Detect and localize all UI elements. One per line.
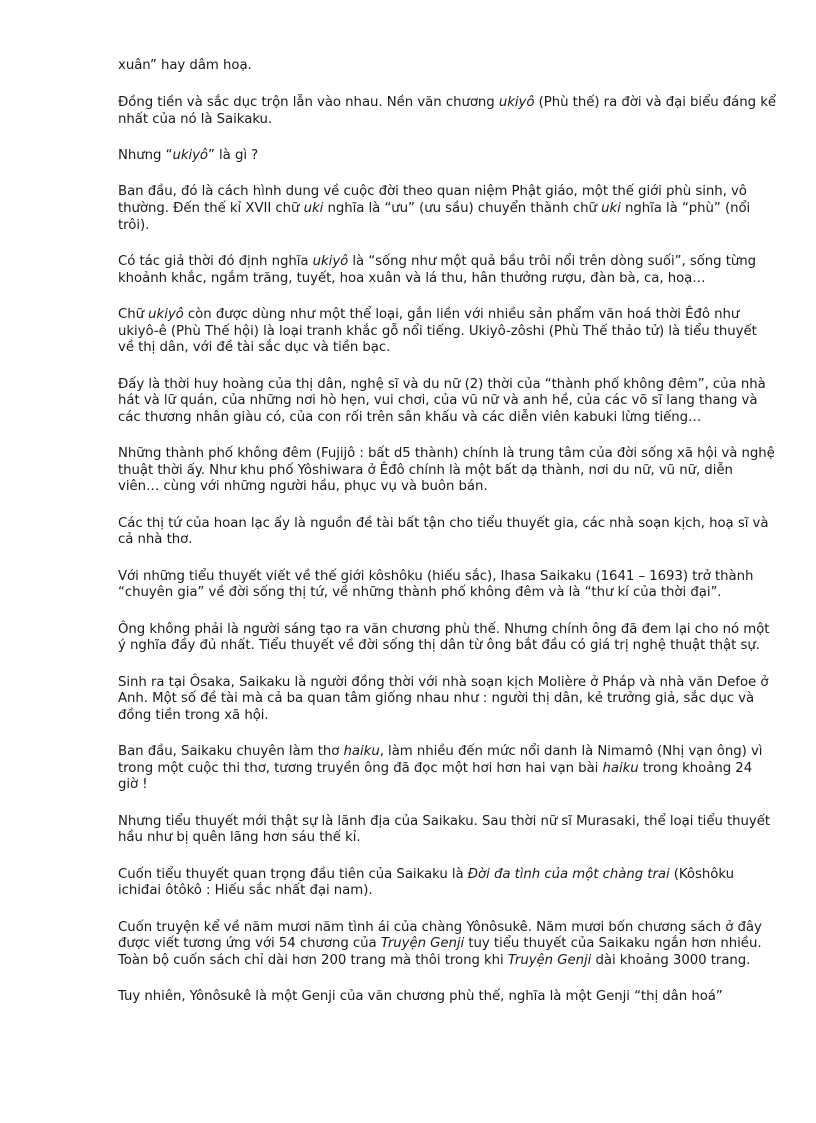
italic-text: uki [303,201,324,217]
text-run: Sinh ra tại Ôsaka, Saikaku là người đồng thời với nhà soạn kịch Molière ở Pháp và nhà văn Defoe ở Anh. Một số đề tài mà cả ba quan tâm giống nhau như : người thị dân, kẻ trưởng giả, sắc dục và đồng tiền trong xã hội. [118,674,769,723]
text-run: Cuốn tiểu thuyết quan trọng đầu tiên của Saikaku là [118,866,468,882]
text-run: ” là gì ? [208,148,259,164]
text-run: nghĩa là “phù” (nổi trôi). [118,201,751,233]
italic-text: haiku [602,760,639,776]
text-run: Ban đầu, đó là cách hình dung về cuộc đời theo quan niệm Phật giáo, một thế giới phù sinh, vô thường. Đến thế kỉ XVII chữ [118,184,747,217]
italic-text: Truyện Genji [380,936,465,952]
text-run: Với những tiểu thuyết viết về thế giới kôshôku (hiếu sắc), Ihasa Saikaku (1641 – 1693) trở thành “chuyên gia” về đời sống thị tứ, về những thành phố không đêm và là “thư kí của thời đại”. [118,568,754,601]
paragraph [118,675,776,725]
italic-text: uki [601,201,621,217]
text-run: Ông không phải là người sáng tạo ra văn chương phù thế. Nhưng chính ông đã đem lại cho nó một ý nghĩa đầy đủ nhất. Tiểu thuyết về đời sống thị dân từ ông bắt đầu có giá trị nghệ thuật thật sự. [118,621,770,654]
paragraph [118,377,776,427]
paragraph [118,184,776,234]
text-run: Có tác giả thời đó định nghĩa [118,254,313,270]
paragraph [118,920,776,970]
text-run: Nhưng tiểu thuyết mới thật sự là lãnh địa của Saikaku. Sau thời nữ sĩ Murasaki, thể loại tiểu thuyết hầu như bị quên lãng hơn sáu thế kỉ. [118,813,771,846]
italic-text: haiku [343,744,380,760]
paragraph [118,867,776,900]
italic-text: ukiyô [312,254,349,270]
italic-text: Đời đa tình của một chàng trai [467,866,670,882]
text-run: (Phù thế) ra đời và đại biểu đáng kể nhất của nó là Saikaku. [118,95,776,127]
text-run: Những thành phố không đêm (Fujijô : bất d5 thành) chính là trung tâm của đời sống xã hội và nghệ thuật thời ấy. Như khu phố Yôshiwara ở Êđô chính là một bất dạ thành, nơi du nữ, vũ nữ, diễn viên… cùng với những người hầu, phục vụ và buôn bán. [118,446,775,495]
paragraph [118,814,776,847]
paragraph [118,307,776,357]
text-run: dài khoảng 3000 trang. [591,953,751,969]
italic-text: ukiyô [498,95,535,111]
paragraph [118,622,776,655]
paragraph [118,989,776,1006]
text-run: xuân” hay dâm hoạ. [118,58,252,73]
text-run: (Kôshôku ichiđai ôtôkô : Hiếu sắc nhất đại nam). [118,866,734,899]
paragraph [118,95,776,128]
text-run: Ban đầu, Saikaku chuyên làm thơ [118,744,344,760]
text-run: tuy tiểu thuyết của Saikaku ngắn hơn nhiều. Toàn bộ cuốn sách chỉ dài hơn 200 trang mà thôi trong khi [118,936,762,969]
italic-text: Truyện Genji [507,953,592,969]
paragraph [118,58,776,75]
italic-text: ukiyô [148,307,184,323]
paragraph [118,569,776,602]
text-run: trong khoảng 24 giờ ! [118,760,753,793]
text-run: Nhưng “ [118,148,173,164]
paragraph [118,254,776,287]
text-run: là “sống như một quả bầu trôi nổi trên dòng suối”, sống từng khoảnh khắc, ngắm trăng, tuyết, hoa xuân và lá thu, hân thưởng rượu, đàn bà, ca, hoạ… [118,254,757,286]
paragraph [118,516,776,549]
text-run: Cuốn truyện kể về năm mươi năm tình ái của chàng Yônôsukê. Năm mươi bốn chương sách ở đây được viết tương ứng với 54 chương của [118,919,762,952]
paragraph [118,744,776,794]
text-run: Các thị tứ của hoan lạc ấy là nguồn đề tài bất tận cho tiểu thuyết gia, các nhà soạn kịch, hoạ sĩ và cả nhà thơ. [118,515,769,548]
text-run: Tuy nhiên, Yônôsukê là một Genji của văn chương phù thế, nghĩa là một Genji “thị dân hoá” [118,989,723,1005]
paragraph [118,148,776,165]
body-text [118,58,776,1006]
italic-text: ukiyô [172,148,209,164]
text-run: Chữ [118,307,149,323]
text-run: Đồng tiền và sắc dục trộn lẫn vào nhau. Nền văn chương [118,95,499,111]
text-run: còn được dùng như một thể loại, gắn liền với nhiều sản phẩm văn hoá thời Êđô như ukiyô-ê (Phù Thế hội) là loại tranh khắc gỗ nổi tiếng. Ukiyô-zôshi (Phù Thế thảo tử) là tiểu thuyết về thị dân, với đề tài sắc dục và tiền bạc. [118,307,757,356]
text-run: nghĩa là “ưu” (ưu sầu) chuyển thành chữ [323,201,602,217]
paragraph [118,446,776,496]
text-run: , làm nhiều đến mức nổi danh là Nimamô (Nhị vạn ông) vì trong một cuộc thi thơ, tương truyền ông đã đọc một hơi hơn hai vạn bài [118,744,763,776]
text-run: Đấy là thời huy hoàng của thị dân, nghệ sĩ và du nữ (2) thời của “thành phố không đêm”, của nhà hát và lữ quán, của những nơi hò hẹn, vui chơi, của vũ nữ và anh hề, của các võ sĩ lang thang và các thương nhân giàu có, của con rối trên sân khấu và các diễn viên kabuki lừng tiếng… [118,376,766,425]
